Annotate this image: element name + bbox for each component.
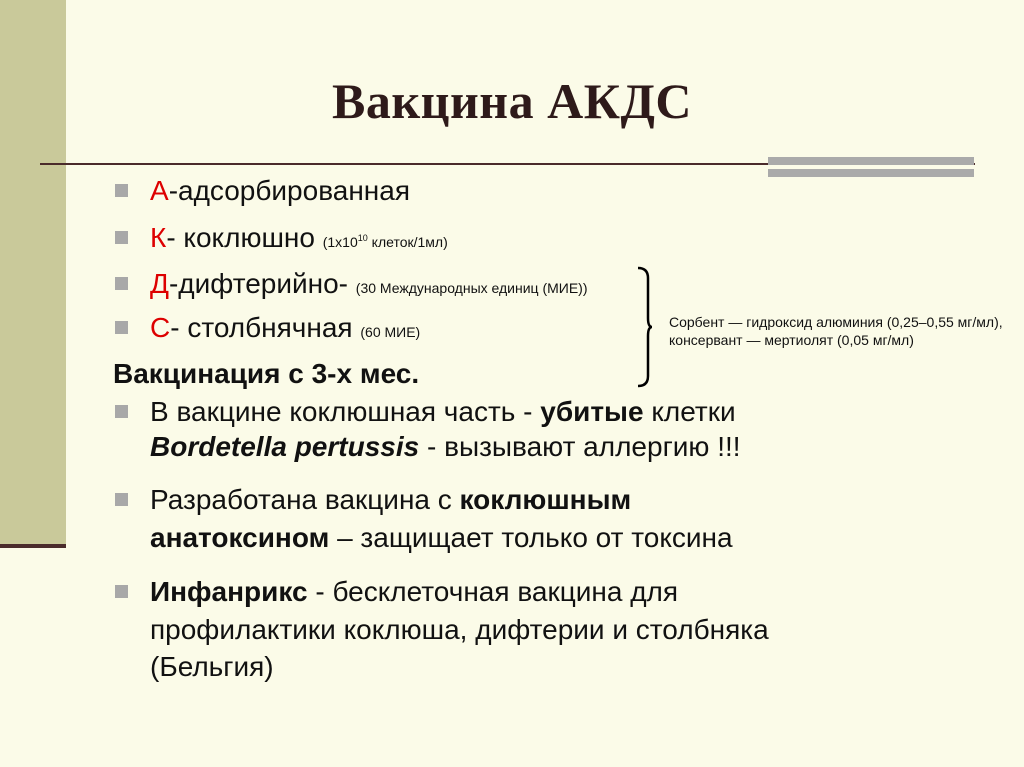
item-note: (30 Международных единиц (МИЕ)) xyxy=(355,280,588,296)
text-run: В вакцине коклюшная часть - xyxy=(150,396,541,427)
paragraph-line: (Бельгия) xyxy=(150,651,274,682)
text-run-bold: убитые xyxy=(540,396,644,427)
acronym-letter: А xyxy=(150,175,169,206)
bullet-icon xyxy=(115,405,128,418)
paragraph-line xyxy=(150,395,736,429)
title-accent-bar xyxy=(768,157,974,165)
item-note: (60 МИЕ) xyxy=(360,324,421,340)
bullet-icon xyxy=(115,184,128,197)
sorbent-note-line: Сорбент — гидроксид алюминия (0,25–0,55 мг/мл), xyxy=(669,314,1003,330)
paragraph-line xyxy=(150,430,741,464)
list-item xyxy=(150,221,448,259)
text-run: Разработана вакцина с xyxy=(150,484,460,515)
slide-title: Вакцина АКДС xyxy=(332,73,692,129)
side-decor-rule xyxy=(0,544,66,548)
item-text: -дифтерийно- xyxy=(168,268,356,299)
sorbent-note-line: консервант — мертиолят (0,05 мг/мл) xyxy=(669,332,914,348)
species-name: Bordetella pertussis xyxy=(150,431,420,462)
item-note-exponent: 10 xyxy=(357,233,368,243)
text-run: - бесклеточная вакцина для xyxy=(307,576,679,607)
item-note-part: (1х10 xyxy=(322,234,358,250)
list-item xyxy=(150,267,588,305)
text-run: – защищает только от токсина xyxy=(329,522,733,553)
bullet-icon xyxy=(115,277,128,290)
bullet-icon xyxy=(115,493,128,506)
bullet-icon xyxy=(115,231,128,244)
item-text: - коклюшно xyxy=(166,222,323,253)
title-accent-bar xyxy=(768,169,974,177)
bullet-icon xyxy=(115,585,128,598)
list-item xyxy=(150,311,420,349)
vaccination-age: Вакцинация с 3-х мес. xyxy=(113,358,420,389)
text-run-bold: Инфанрикс xyxy=(150,576,308,607)
paragraph-line xyxy=(150,521,733,555)
text-run: клетки xyxy=(643,396,736,427)
item-text: -адсорбированная xyxy=(168,175,410,206)
acronym-letter: С xyxy=(150,312,171,343)
item-note xyxy=(323,234,448,250)
item-note-part: клеток/1мл) xyxy=(367,234,448,250)
acronym-letter: Д xyxy=(150,268,169,299)
paragraph-line xyxy=(150,575,678,609)
text-run-bold: анатоксином xyxy=(150,522,330,553)
paragraph-line xyxy=(150,483,631,517)
item-text: - столбнячная xyxy=(170,312,361,343)
list-item xyxy=(150,174,410,208)
brace-icon xyxy=(638,266,652,388)
text-run: - вызывают аллергию !!! xyxy=(419,431,741,462)
paragraph-line: профилактики коклюша, дифтерии и столбняка xyxy=(150,614,769,645)
text-run-bold: коклюшным xyxy=(459,484,632,515)
acronym-letter: К xyxy=(150,222,167,253)
bullet-icon xyxy=(115,321,128,334)
